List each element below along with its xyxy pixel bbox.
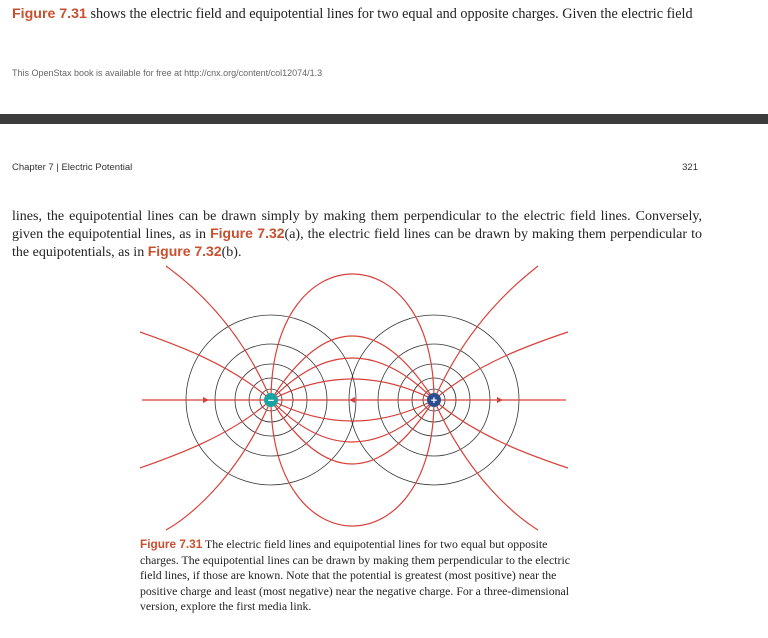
figure-reference-link[interactable]: Figure 7.32 [147,243,222,259]
field-lines-figure [138,262,570,532]
negative-charge [264,393,278,407]
top-paragraph-text: shows the electric field and equipotential lines for two equal and opposite charges. Given the electric field [86,6,693,22]
field-line [434,332,568,400]
field-line [271,400,434,526]
body-text-2: (a), the electric field lines can be drawn by making them perpendicular to the equipotentials, as in [12,227,702,260]
field-line [271,400,434,464]
field-line [271,336,434,400]
body-text-3: (b). [221,245,242,260]
page-number: 321 [682,162,698,173]
field-lines [140,266,568,530]
field-line [271,274,434,400]
svg-text:+: + [430,395,438,407]
figure-caption [140,537,570,615]
chapter-title: Chapter 7 | Electric Potential [12,162,133,173]
caption-label: Figure 7.31 [140,537,203,551]
caption-text: The electric field lines and equipotential lines for two equal but opposite charges. The equipotential lines can be drawn by making them perpendicular to the electric field lines, if those are known. Note that the potential is greatest (most positive) near the positive charge and least (most negative) near the negative charge. For a three-dimensional version, explore the first media link. [140,537,570,614]
page-header [12,162,698,173]
svg-text:−: − [267,395,275,407]
top-paragraph [12,5,757,23]
figure-reference-link[interactable]: Figure 7.31 [12,6,87,22]
body-text-1: lines, the equipotential lines can be drawn simply by making them perpendicular to the electric field lines. Conversely, given the equipotential lines, as in [12,209,702,242]
field-line [271,379,434,400]
field-line [434,400,538,530]
body-paragraph [12,209,702,261]
field-line [434,400,568,468]
positive-charge [427,393,441,407]
figure-reference-link[interactable]: Figure 7.32 [210,225,285,241]
page-divider [0,114,768,124]
footer-note: This OpenStax book is available for free at http://cnx.org/content/col12074/1.3 [12,68,323,78]
field-line [271,400,434,421]
